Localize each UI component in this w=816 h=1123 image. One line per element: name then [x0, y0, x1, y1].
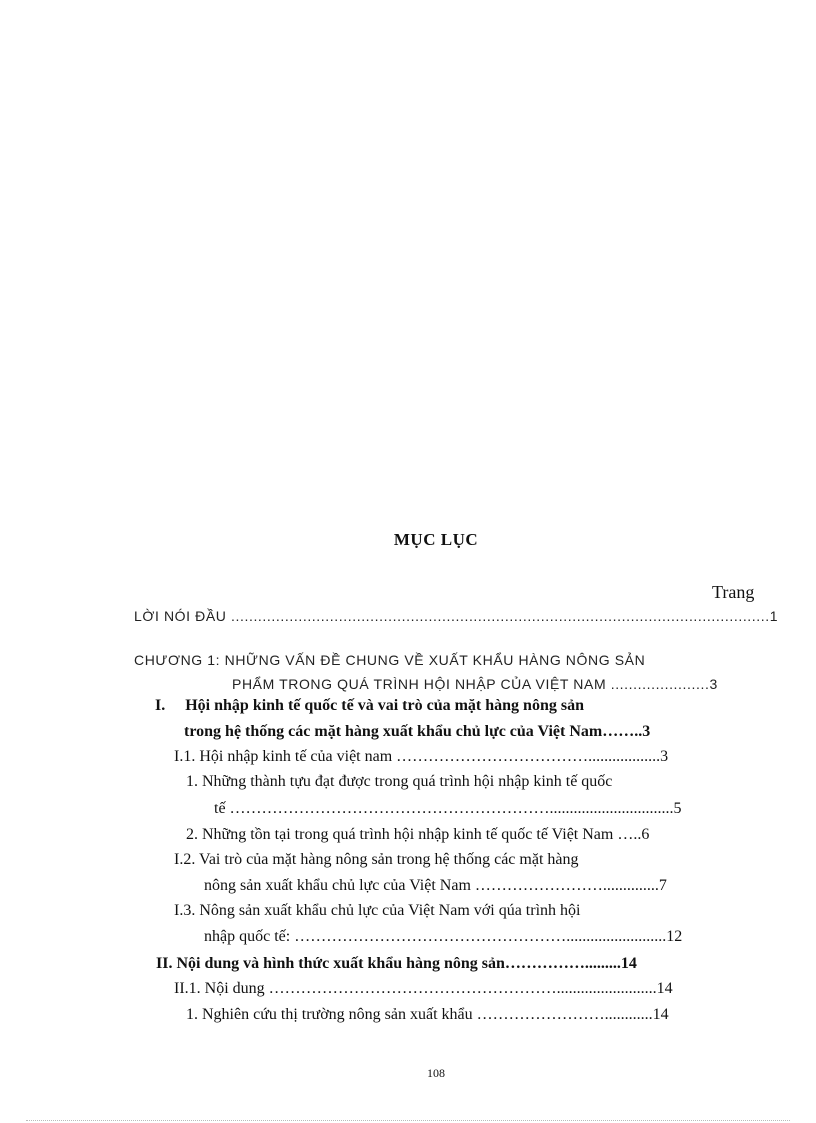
toc-entry-I1-2: 2. Những tồn tại trong quá trình hội nhập kinh tế quốc tế Việt Nam …..6: [186, 826, 650, 843]
toc-entry-I1-1: 1. Những thành tựu đạt được trong quá trình hội nhập kinh tế quốc: [186, 773, 613, 790]
toc-entry-I2: I.2. Vai trò của mặt hàng nông sản trong hệ thống các mặt hàng: [174, 851, 579, 868]
page-number: 108: [427, 1066, 445, 1080]
toc-entry-I3-cont: nhập quốc tế: …………………………………………….........................12: [204, 928, 683, 945]
toc-entry-II1-1: 1. Nghiên cứu thị trường nông sản xuất khẩu ……………………............14: [186, 1006, 669, 1023]
toc-entry-I1-1-cont: tế ……………………………………………………...............................5: [214, 800, 682, 817]
page-bottom-divider: [26, 1120, 790, 1121]
toc-entry-section-I: I. Hội nhập kinh tế quốc tế và vai trò của mặt hàng nông sản: [155, 697, 584, 714]
page-column-label: Trang: [712, 582, 755, 602]
toc-entry-II1: II.1. Nội dung ……………………………………………….........................14: [174, 980, 673, 997]
toc-entry-I1: I.1. Hội nhập kinh tế của việt nam ………………………………..................3: [174, 748, 669, 765]
toc-entry-I3: I.3. Nông sản xuất khẩu chủ lực của Việt Nam với qúa trình hội: [174, 902, 581, 919]
toc-entry-foreword: LỜI NÓI ĐẦU ........................................................................................................................1: [134, 608, 779, 624]
toc-entry-chapter-1-cont: PHẨM TRONG QUÁ TRÌNH HỘI NHẬP CỦA VIỆT NAM ......................3: [232, 676, 718, 692]
page-title: MỤC LỤC: [393, 530, 479, 549]
toc-entry-section-II: II. Nội dung và hình thức xuất khẩu hàng nông sản…………….........14: [156, 955, 637, 972]
toc-entry-chapter-1: CHƯƠNG 1: NHỮNG VẤN ĐỀ CHUNG VỀ XUẤT KHẨU HÀNG NÔNG SẢN: [134, 652, 646, 668]
toc-entry-I2-cont: nông sản xuất khẩu chủ lực của Việt Nam ……………………..............7: [204, 877, 667, 894]
toc-entry-section-I-cont: trong hệ thống các mặt hàng xuất khẩu chủ lực của Việt Nam……..3: [184, 723, 651, 740]
